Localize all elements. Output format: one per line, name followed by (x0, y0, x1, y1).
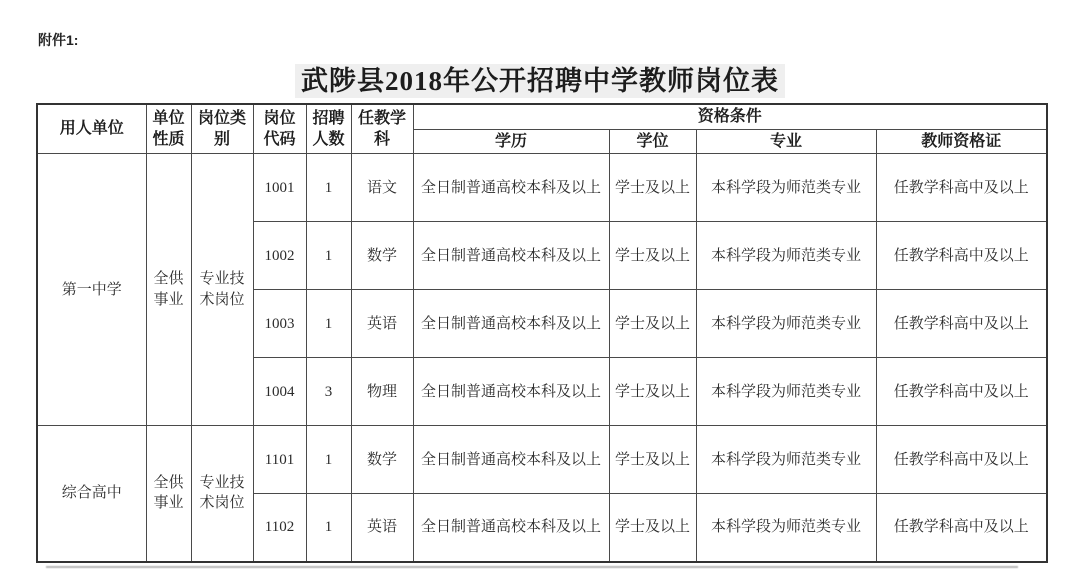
unit-nature-cell: 全供事业 (146, 154, 191, 426)
header-position-code: 岗位代码 (253, 104, 306, 154)
header-major: 专业 (696, 129, 876, 154)
degree-cell: 学士及以上 (609, 222, 696, 290)
recruitment-table (36, 103, 1048, 563)
header-position-category: 岗位类别 (191, 104, 253, 154)
position-code-cell: 1102 (253, 494, 306, 562)
recruit-count-cell: 1 (306, 494, 351, 562)
degree-cell: 学士及以上 (609, 494, 696, 562)
teacher-cert-cell: 任教学科高中及以上 (876, 222, 1047, 290)
degree-cell: 学士及以上 (609, 290, 696, 358)
header-recruit-count: 招聘人数 (306, 104, 351, 154)
major-cell: 本科学段为师范类专业 (696, 222, 876, 290)
header-employer: 用人单位 (37, 104, 146, 154)
teacher-cert-cell: 任教学科高中及以上 (876, 358, 1047, 426)
subject-cell: 物理 (351, 358, 413, 426)
recruit-count-cell: 1 (306, 290, 351, 358)
position-category-cell: 专业技术岗位 (191, 426, 253, 562)
header-education: 学历 (413, 129, 609, 154)
teacher-cert-cell: 任教学科高中及以上 (876, 290, 1047, 358)
major-cell: 本科学段为师范类专业 (696, 426, 876, 494)
page-title-row (0, 64, 1080, 98)
major-cell: 本科学段为师范类专业 (696, 494, 876, 562)
recruit-count-cell: 3 (306, 358, 351, 426)
position-category-cell: 专业技术岗位 (191, 154, 253, 426)
degree-cell: 学士及以上 (609, 426, 696, 494)
employer-cell: 第一中学 (37, 154, 146, 426)
recruit-count-cell: 1 (306, 426, 351, 494)
subject-cell: 数学 (351, 222, 413, 290)
header-teacher-cert: 教师资格证 (876, 129, 1047, 154)
position-code-cell: 1003 (253, 290, 306, 358)
teacher-cert-cell: 任教学科高中及以上 (876, 154, 1047, 222)
position-code-cell: 1001 (253, 154, 306, 222)
education-cell: 全日制普通高校本科及以上 (413, 494, 609, 562)
subject-cell: 数学 (351, 426, 413, 494)
degree-cell: 学士及以上 (609, 358, 696, 426)
page-title: 武陟县2018年公开招聘中学教师岗位表 (295, 64, 785, 98)
education-cell: 全日制普通高校本科及以上 (413, 154, 609, 222)
unit-nature-cell: 全供事业 (146, 426, 191, 562)
education-cell: 全日制普通高校本科及以上 (413, 290, 609, 358)
header-degree: 学位 (609, 129, 696, 154)
education-cell: 全日制普通高校本科及以上 (413, 358, 609, 426)
position-code-cell: 1004 (253, 358, 306, 426)
recruit-count-cell: 1 (306, 154, 351, 222)
recruit-count-cell: 1 (306, 222, 351, 290)
table-row (37, 426, 1047, 494)
position-code-cell: 1101 (253, 426, 306, 494)
degree-cell: 学士及以上 (609, 154, 696, 222)
subject-cell: 英语 (351, 290, 413, 358)
major-cell: 本科学段为师范类专业 (696, 290, 876, 358)
table-row (37, 154, 1047, 222)
subject-cell: 语文 (351, 154, 413, 222)
position-code-cell: 1002 (253, 222, 306, 290)
major-cell: 本科学段为师范类专业 (696, 154, 876, 222)
header-unit-nature: 单位性质 (146, 104, 191, 154)
scan-shadow-line (46, 566, 1018, 568)
teacher-cert-cell: 任教学科高中及以上 (876, 494, 1047, 562)
teacher-cert-cell: 任教学科高中及以上 (876, 426, 1047, 494)
header-qualification: 资格条件 (413, 104, 1047, 129)
header-teaching-subject: 任教学科 (351, 104, 413, 154)
major-cell: 本科学段为师范类专业 (696, 358, 876, 426)
education-cell: 全日制普通高校本科及以上 (413, 222, 609, 290)
education-cell: 全日制普通高校本科及以上 (413, 426, 609, 494)
subject-cell: 英语 (351, 494, 413, 562)
attachment-label: 附件1: (38, 32, 79, 48)
header-row-top (37, 104, 1047, 129)
employer-cell: 综合高中 (37, 426, 146, 562)
